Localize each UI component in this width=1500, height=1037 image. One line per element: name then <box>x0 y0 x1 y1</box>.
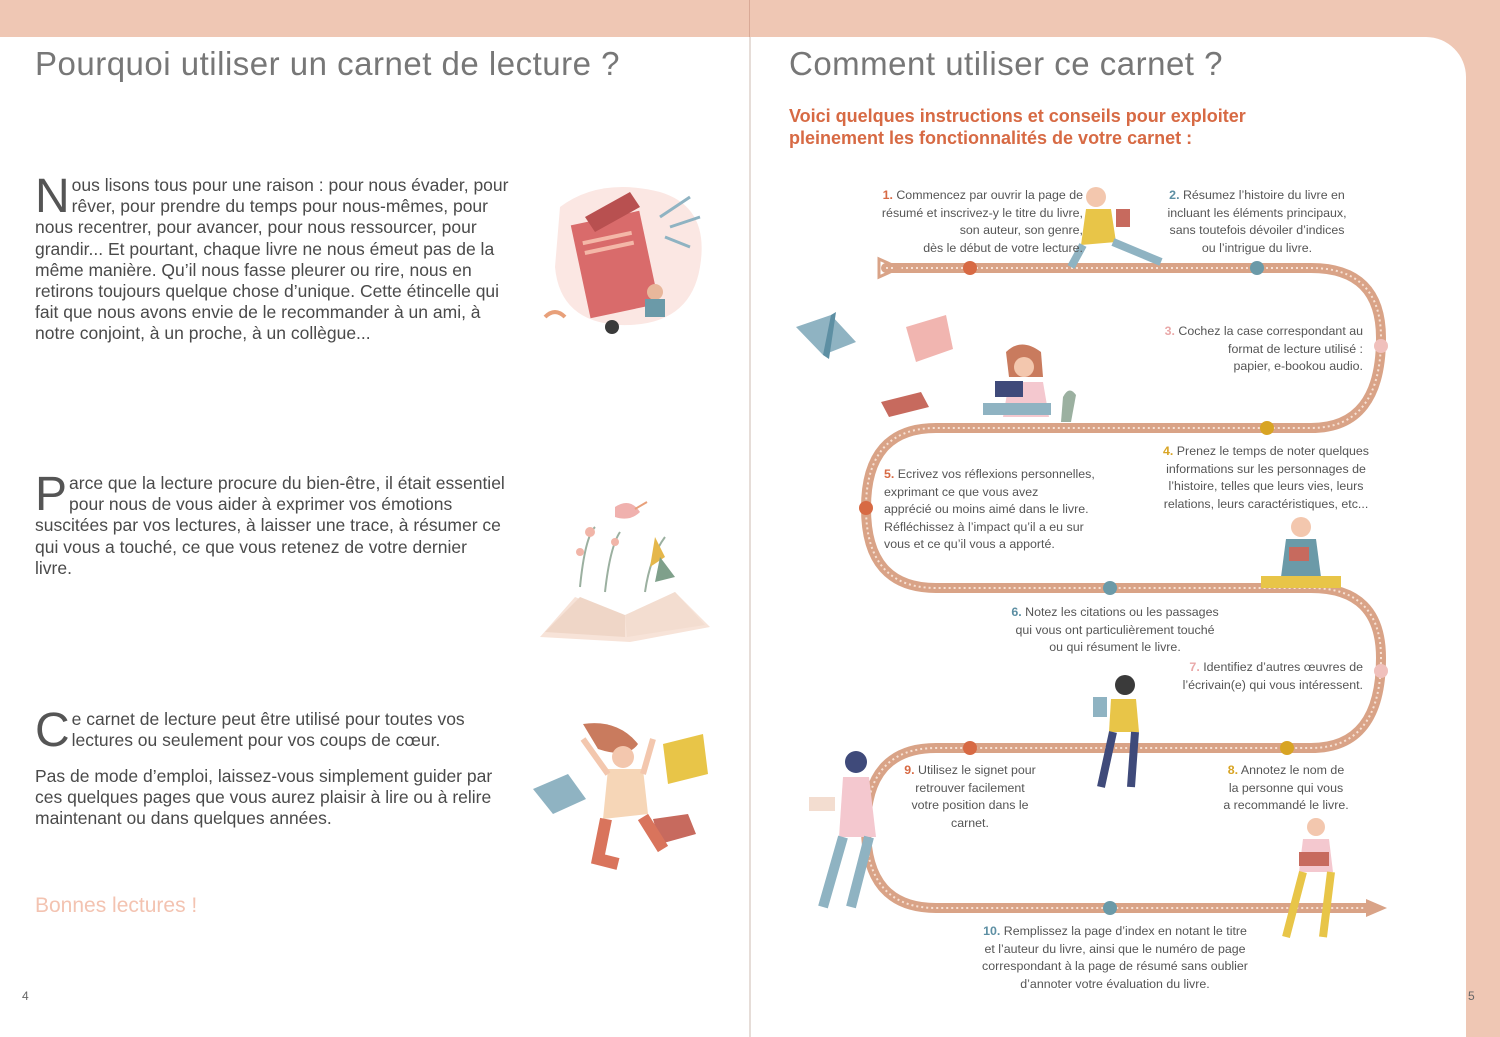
step-line: son auteur, son genre, <box>959 223 1083 237</box>
step-line: et l’auteur du livre, ainsi que le numéro de page <box>984 941 1246 956</box>
step-dot-4 <box>1260 421 1274 435</box>
top-band <box>0 0 1500 37</box>
step-line: Réfléchissez à l’impact qu’il a eu sur <box>884 519 1084 534</box>
reader-figure-1 <box>1071 187 1161 267</box>
step-line: d’annoter votre évaluation du livre. <box>1020 976 1210 991</box>
step-2 <box>1151 187 1363 257</box>
step-number: 7. <box>1189 660 1200 674</box>
drop-cap: C <box>35 704 70 757</box>
step-line: Identifiez d’autres œuvres de <box>1203 660 1363 674</box>
page-number-left: 4 <box>22 989 29 1003</box>
step-line: incluant les éléments principaux, <box>1167 205 1347 220</box>
step-line: Prenez le temps de noter quelques <box>1176 444 1369 458</box>
step-number: 6. <box>1011 605 1022 619</box>
step-number: 10. <box>983 924 1001 938</box>
step-dot-9 <box>963 741 977 755</box>
book-readers-illustration <box>540 177 710 337</box>
step-line: Annotez le nom de <box>1240 763 1345 777</box>
step-line: l’histoire, telles que leurs vies, leurs <box>1168 479 1364 493</box>
flying-books-illustration <box>796 312 953 417</box>
step-line: a recommandé le livre. <box>1223 798 1349 812</box>
step-dot-6 <box>1103 581 1117 595</box>
subtitle-line-2: pleinement les fonctionnalités de votre carnet : <box>789 128 1193 148</box>
step-line: relations, leurs caractéristiques, etc... <box>1163 496 1369 511</box>
step-dot-3 <box>1374 339 1388 353</box>
step-line: correspondant à la page de résumé sans oublier <box>982 959 1248 973</box>
step-line: apprécié ou moins aimé dans le livre. <box>884 502 1089 516</box>
step-line: qui vous ont particulièrement touché <box>1015 622 1215 637</box>
step-line: dès le début de votre lecture. <box>923 240 1083 255</box>
step-line: ou l’intrigue du livre. <box>1201 240 1313 255</box>
subtitle-line-1: Voici quelques instructions et conseils pour exploiter <box>789 106 1246 126</box>
step-1 <box>841 187 1083 257</box>
reader-figure-2 <box>983 345 1076 423</box>
step-10 <box>955 923 1275 993</box>
reader-figure-5 <box>809 751 876 907</box>
step-line: votre position dans le <box>911 798 1029 812</box>
step-line: Remplissez la page d’index en notant le titre <box>1003 924 1247 938</box>
intro-text: ous lisons tous pour une raison : pour nous évader, pour rêver, pour prendre du temps pour nous-mêmes, pour nous recentrer, pour avancer, pour nous ressourcer, pour grandir... Et pourtant, chaque livre ne nous émeut pas de la même manière. Qu’il nous fasse pleurer ou rire, nous en retirons toujours quelque chose d’unique. Cette étincelle qui fait que nous avons envie de le recommander à un ami, à notre conjoint, à un proche, à un collègue... <box>35 175 509 344</box>
step-line: format de lecture utilisé : <box>1228 341 1363 356</box>
step-4 <box>1151 443 1381 513</box>
closing-text: Bonnes lectures ! <box>35 894 198 917</box>
step-number: 3. <box>1164 324 1175 338</box>
step-6 <box>990 604 1240 657</box>
step-line: exprimant ce que vous avez <box>884 484 1039 499</box>
step-line: l’écrivain(e) qui vous intéressent. <box>1182 677 1363 692</box>
step-line: ou qui résument le livre. <box>1049 640 1181 654</box>
step-line: Ecrivez vos réflexions personnelles, <box>897 467 1095 481</box>
left-page <box>0 37 749 1037</box>
step-line: carnet. <box>951 815 989 830</box>
step-number: 2. <box>1169 188 1180 202</box>
step-dot-5 <box>859 501 873 515</box>
step-number: 5. <box>884 467 895 481</box>
end-arrow <box>1366 899 1387 917</box>
reader-figure-6 <box>1286 818 1333 937</box>
step-line: retrouver facilement <box>915 780 1025 795</box>
reader-figure-4 <box>1093 675 1139 787</box>
usage-text: e carnet de lecture peut être utilisé pour toutes vos lectures ou seulement pour vos coups de cœur. <box>71 709 465 751</box>
step-line: Notez les citations ou les passages <box>1025 605 1219 619</box>
open-book-flowers-illustration <box>535 497 715 647</box>
intro-paragraph <box>35 170 517 345</box>
step-line: Cochez la case correspondant au <box>1178 324 1363 338</box>
wellbeing-text: arce que la lecture procure du bien-être, il était essentiel pour nous de vous aider à exprimer vos émotions suscitées par vos lectures, à laisser une trace, à résumer ce qui vous a touché, ce que vous retenez de votre dernier livre. <box>35 473 505 578</box>
step-number: 1. <box>882 188 893 202</box>
step-number: 8. <box>1227 763 1239 777</box>
drop-cap: N <box>35 170 70 223</box>
step-line: vous et ce qu’il vous a apporté. <box>884 537 1055 551</box>
right-page <box>751 37 1466 1037</box>
step-line: résumé et inscrivez-y le titre du livre, <box>881 205 1083 220</box>
step-dot-2 <box>1250 261 1264 275</box>
step-7 <box>1151 659 1363 694</box>
spine-fold <box>749 0 750 37</box>
step-number: 4. <box>1163 444 1174 458</box>
step-dot-7 <box>1374 664 1388 678</box>
usage-paragraph <box>35 704 505 757</box>
step-5 <box>884 466 1134 554</box>
page-number-right-margin: 5 <box>1468 989 1475 1003</box>
step-line: sans toutefois dévoiler d’indices <box>1169 223 1345 237</box>
right-page-title: Comment utiliser ce carnet ? <box>789 45 1223 82</box>
step-dot-8 <box>1280 741 1294 755</box>
jumping-girl-illustration <box>528 719 718 879</box>
step-dot-10 <box>1103 901 1117 915</box>
step-number: 9. <box>904 763 915 777</box>
step-line: Résumez l’histoire du livre en <box>1182 188 1345 202</box>
step-line: Utilisez le signet pour <box>918 763 1036 777</box>
step-line: la personne qui vous <box>1228 780 1344 795</box>
drop-cap: P <box>35 468 68 521</box>
step-line: informations sur les personnages de <box>1166 461 1366 476</box>
step-line: Commencez par ouvrir la page de <box>896 188 1083 202</box>
step-9 <box>890 762 1050 832</box>
step-dot-1 <box>963 261 977 275</box>
guide-paragraph: Pas de mode d’emploi, laissez-vous simplement guider par ces quelques pages que vous aurez plaisir à lire ou à relire maintenant ou dans quelques années. <box>35 766 493 829</box>
wellbeing-paragraph <box>35 468 505 579</box>
left-page-title: Pourquoi utiliser un carnet de lecture ? <box>35 45 620 82</box>
step-3 <box>1121 323 1363 376</box>
step-line: papier, e-bookou audio. <box>1233 359 1363 373</box>
step-8 <box>1196 762 1376 815</box>
reader-figure-3 <box>1261 517 1341 582</box>
